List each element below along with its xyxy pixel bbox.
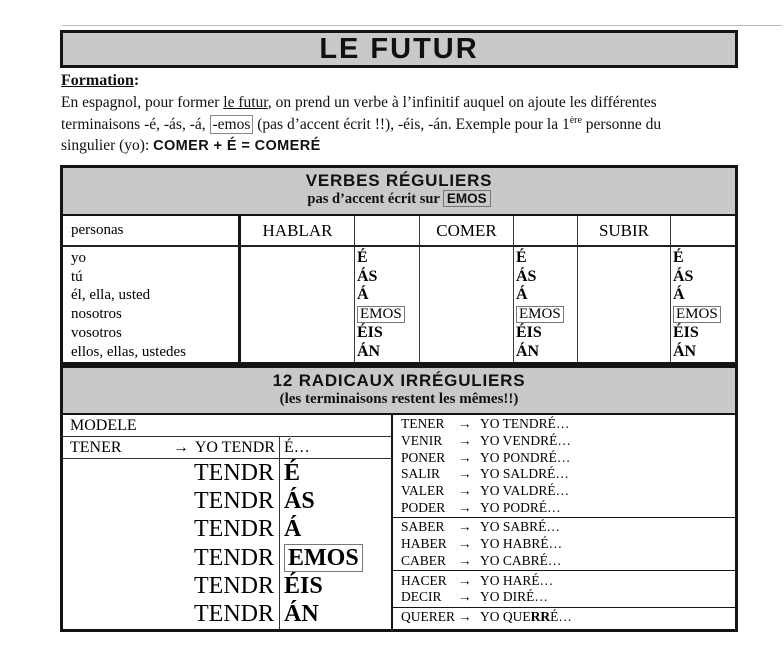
arrow-icon: →: [458, 519, 472, 535]
stem-row: TENDR ÁN: [63, 601, 391, 629]
hablar-blank-column: [241, 247, 355, 362]
ending-row: Á: [673, 286, 685, 304]
ending-row: É: [357, 249, 368, 266]
irregular-group-br: [393, 518, 735, 571]
irregular-group-dr: [393, 415, 735, 518]
irregular-group-short: [393, 571, 735, 607]
subir-blank-column: [578, 247, 671, 362]
arrow-icon: →: [458, 499, 472, 515]
stem-row: TENDR EMOS: [63, 544, 391, 572]
page-top-rule: [62, 25, 782, 26]
regular-verbs-subtitle: pas d’accent écrit sur EMOS: [63, 191, 735, 208]
irregular-verb-list-panel: [393, 415, 735, 629]
arrow-icon: →: [458, 416, 472, 432]
irregular-subtitle: (les terminaisons restent les mêmes!!): [279, 391, 519, 407]
boxed-emos-subtitle: EMOS: [443, 190, 491, 207]
comer-header-cell: COMER: [420, 216, 514, 245]
irregular-verb-row: PONER → YO PONDRÉ…: [401, 449, 571, 465]
ending-row: ÉIS: [357, 323, 383, 341]
tener-model-left-cell: [63, 437, 280, 458]
boxed-emos-stem-ending: EMOS: [284, 544, 363, 572]
arrow-icon: →: [458, 589, 472, 605]
regular-table-header-row: [63, 216, 735, 247]
querer-double-r: RR: [530, 608, 551, 624]
endings-header-cell-2: [514, 216, 578, 245]
formation-label: Formation: [61, 72, 134, 89]
irregular-verb-row: CABER → YO CABRÉ…: [401, 552, 562, 568]
regular-verbs-title: VERBES RÉGULIERS: [305, 171, 493, 190]
irregular-verb-row: SABER → YO SABRÉ…: [401, 519, 560, 535]
regular-table-body: [63, 247, 735, 362]
ending-row: É: [516, 249, 527, 266]
ending-row: É: [673, 249, 684, 266]
personas-column: [63, 247, 241, 362]
tener-stem-intro: YO TENDR: [194, 438, 275, 456]
personas-header-cell: personas: [63, 216, 241, 245]
ending-row: ÉIS: [673, 323, 699, 341]
modele-label-row: MODELE: [63, 415, 391, 437]
subir-endings-column: [671, 247, 735, 362]
formation-heading: [61, 72, 139, 90]
regular-verbs-table: [60, 165, 738, 365]
irregular-verb-row: PODER → YO PODRÉ…: [401, 499, 561, 515]
irregular-content: [63, 415, 735, 629]
ending-row: ÁS: [673, 267, 694, 285]
ending-row: ÁS: [357, 267, 378, 285]
underlined-le-futur: le futur: [223, 94, 268, 111]
arrow-icon: →: [458, 608, 472, 624]
persona-row: tú: [71, 268, 83, 285]
stem-row: TENDR ÉIS: [63, 572, 391, 600]
irregular-verb-row: SALIR → YO SALDRÉ…: [401, 466, 569, 482]
arrow-icon: →: [458, 536, 472, 552]
page-title: LE FUTUR: [319, 32, 479, 65]
regular-verbs-header-band: [63, 168, 735, 216]
model-panel: [63, 415, 393, 629]
irregular-verb-row: VENIR → YO VENDRÉ…: [401, 433, 571, 449]
arrow-icon: →: [458, 449, 472, 465]
boxed-emos-ending: EMOS: [516, 306, 564, 323]
irregular-verb-row: QUERER → YO QUERRÉ…: [401, 608, 572, 624]
ending-row: ÁN: [673, 342, 697, 360]
stem-row: TENDR É: [63, 459, 391, 487]
persona-row: nosotros: [71, 306, 122, 323]
ending-row: Á: [357, 286, 369, 304]
irregular-verb-row: HACER → YO HARÉ…: [401, 572, 554, 588]
subir-header-cell: SUBIR: [578, 216, 671, 245]
endings-header-cell-1: [355, 216, 420, 245]
stem-row: TENDR ÁS: [63, 487, 391, 515]
intro-line-2: terminaisons -é, -ás, -á, -emos (pas d’accent écrit !!), -éis, -án. Exemple pour la 1ère personne du: [61, 114, 662, 133]
persona-row: ellos, ellas, ustedes: [71, 343, 186, 360]
arrow-icon: →: [458, 483, 472, 499]
arrow-icon: →: [458, 572, 472, 588]
ending-row: ÁN: [357, 342, 381, 360]
irregular-group-querer: [393, 608, 735, 629]
hablar-header-cell: HABLAR: [241, 216, 355, 245]
intro-paragraph: [61, 92, 751, 158]
stem-conjugation-rows: [63, 459, 391, 629]
stem-row: TENDR Á: [63, 516, 391, 544]
ending-row: [357, 305, 419, 324]
arrow-icon: →: [458, 552, 472, 568]
boxed-emos-ending: EMOS: [357, 306, 405, 323]
irregular-verb-row: HABER → YO HABRÉ…: [401, 536, 563, 552]
ending-row: Á: [516, 286, 528, 304]
irregular-title: 12 RADICAUX IRRÉGULIERS: [272, 371, 526, 390]
ending-row: ÁS: [516, 267, 537, 285]
irregular-verb-row: TENER → YO TENDRÉ…: [401, 416, 570, 432]
irregular-verb-row: DECIR → YO DIRÉ…: [401, 589, 548, 605]
ending-row: [516, 305, 577, 324]
persona-row: él, ella, usted: [71, 287, 151, 304]
endings-header-cell-3: [671, 216, 735, 245]
ending-row: ÉIS: [516, 323, 542, 341]
comer-blank-column: [420, 247, 514, 362]
arrow-icon: →: [458, 433, 472, 449]
persona-row: vosotros: [71, 324, 122, 341]
ending-row: [673, 305, 735, 324]
tener-model-row: [63, 437, 391, 459]
tener-infinitive: TENER: [70, 438, 122, 456]
boxed-emos-term: -emos: [210, 115, 254, 134]
persona-row: yo: [71, 250, 86, 266]
irregular-verb-row: VALER → YO VALDRÉ…: [401, 483, 570, 499]
formation-colon: :: [133, 72, 140, 89]
hablar-endings-column: [355, 247, 420, 362]
intro-line-1: En espagnol, pour former le futur, on prend un verbe à l’infinitif auquel on ajoute les différentes: [61, 94, 657, 111]
tener-model-ending-cell: É…: [284, 438, 310, 456]
title-banner: [60, 30, 738, 68]
comer-example: COMER + É = COMERÉ: [153, 138, 321, 154]
arrow-icon: →: [458, 466, 472, 482]
boxed-emos-ending: EMOS: [673, 306, 721, 323]
irregular-header-band: [63, 368, 735, 415]
irregular-radicals-section: [60, 365, 738, 632]
comer-endings-column: [514, 247, 578, 362]
intro-line-3: singulier (yo): COMER + É = COMERÉ: [61, 137, 321, 154]
ending-row: ÁN: [516, 342, 540, 360]
arrow-icon: →: [172, 438, 189, 456]
ordinal-superscript: ère: [569, 114, 582, 126]
